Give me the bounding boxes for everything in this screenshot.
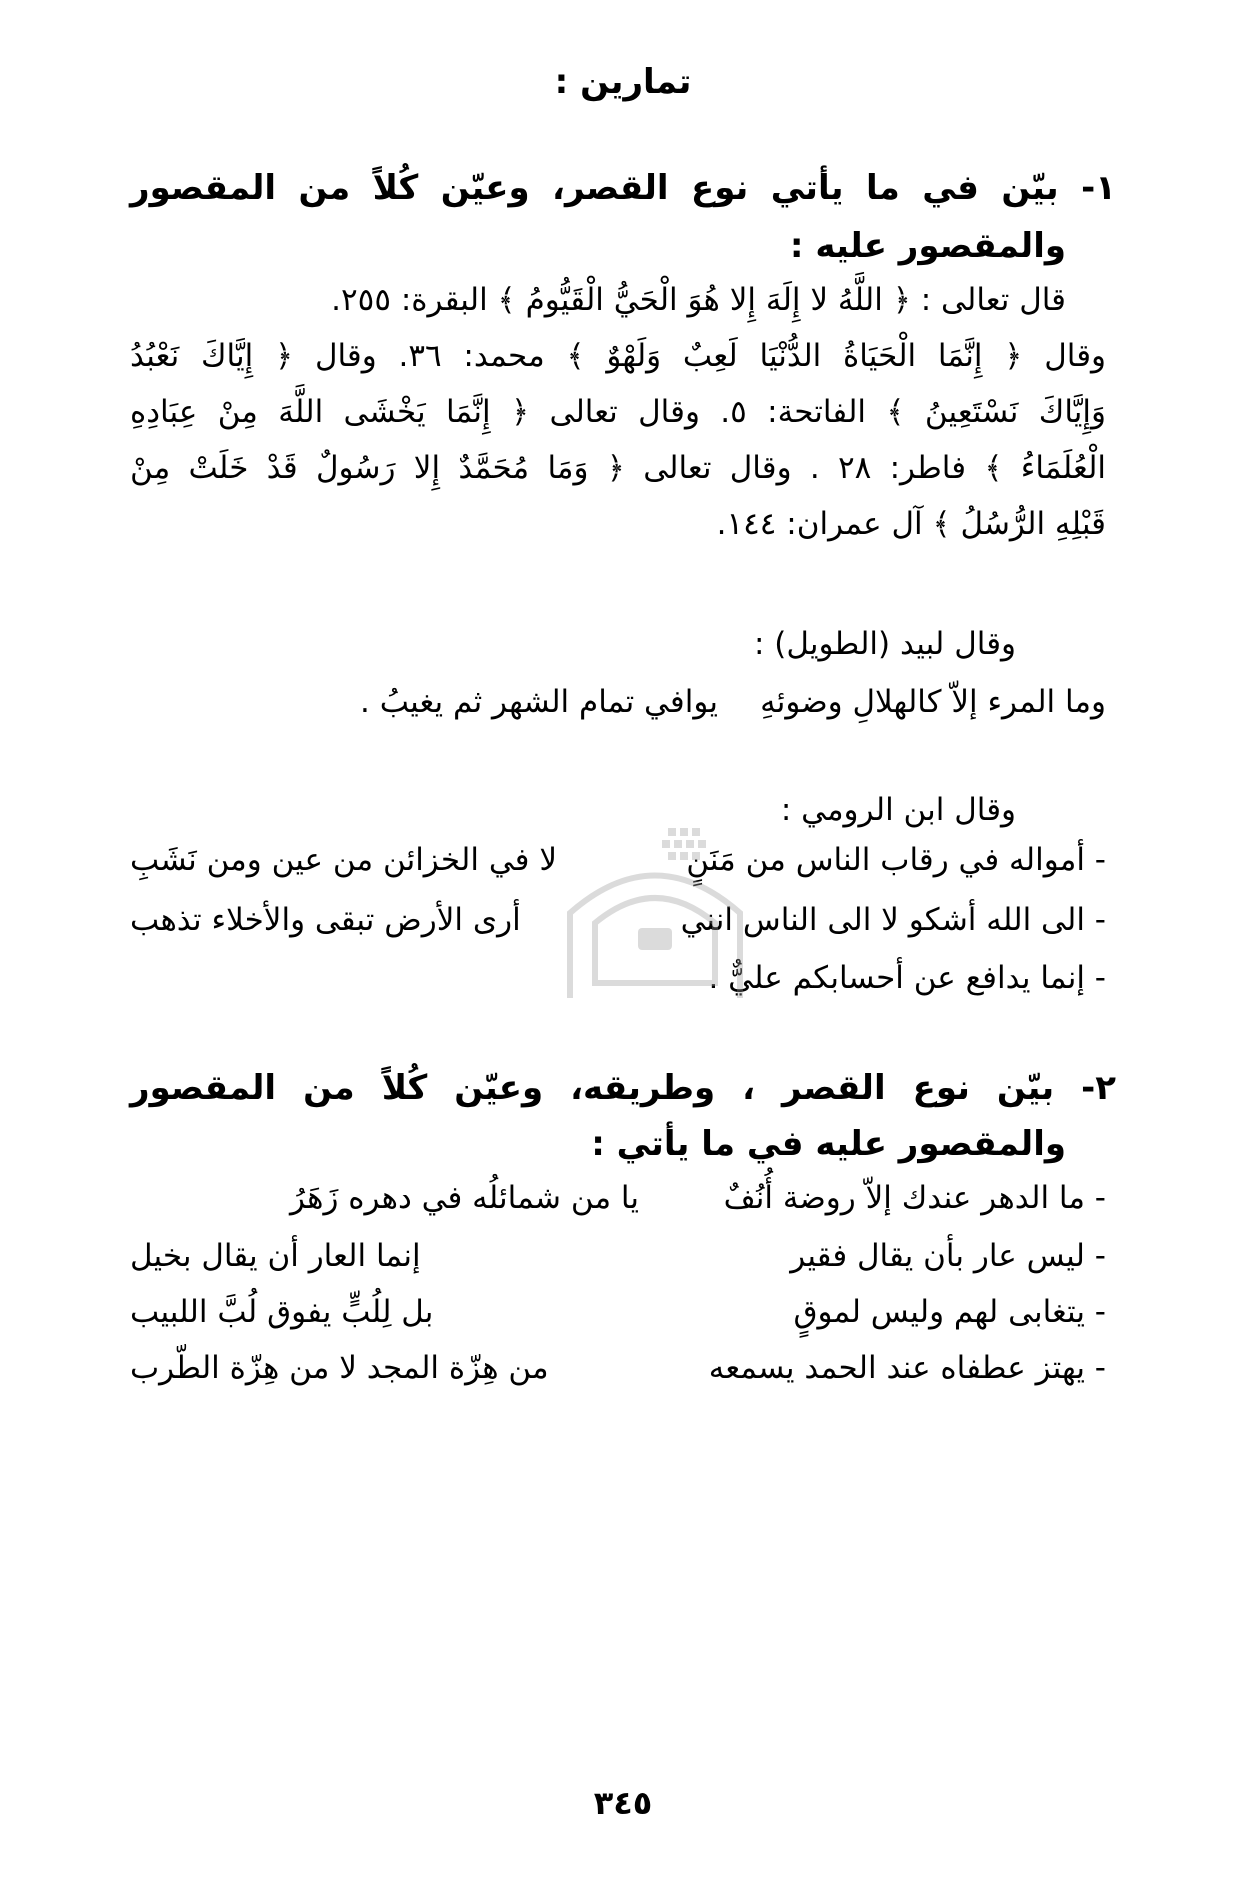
verse-second-hemistich: أرى الأرض تبقى والأخلاء تذهب [130,902,521,938]
verse-first-hemistich: - أمواله في رقاب الناس من مَنَنٍ [686,842,1106,878]
quran-line: وَإِيَّاكَ نَسْتَعِينُ ﴾ الفاتحة: ٥. وقال تعالى ﴿ إِنَّمَا يَخْشَى اللَّهَ مِنْ عِبَادِهِ [130,394,1106,430]
exercise-2-verse [130,1238,1106,1282]
quran-line: قال تعالى : ﴿ اللَّهُ لا إِلَهَ إِلا هُوَ الْحَيُّ الْقَيُّومُ ﴾ البقرة: ٢٥٥. [331,282,1066,318]
rumi-last-line: - إنما يدافع عن أحسابكم عليٌّ . [708,960,1106,996]
exercise-2-verse [130,1350,1106,1394]
page-title: تمارين : [554,62,692,102]
verse-first-hemistich: - يهتز عطفاه عند الحمد يسمعه [708,1350,1106,1386]
verse-first-hemistich: - الى الله أشكو لا الى الناس انني [680,902,1106,938]
verse-second-hemistich: يوافي تمام الشهر ثم يغيبُ . [360,684,718,720]
exercise-2-heading-continued: والمقصور عليه في ما يأتي : [591,1124,1066,1164]
labid-intro: وقال لبيد (الطويل) : [754,626,1016,662]
verse-second-hemistich: من هِزّة المجد لا من هِزّة الطّرب [130,1350,549,1386]
page-number: ٣٤٥ [593,1784,653,1822]
rumi-intro: وقال ابن الرومي : [780,792,1016,828]
exercise-2-heading: ٢- بيّن نوع القصر ، وطريقه، وعيّن كُلاً من المقصور [130,1068,1116,1108]
quran-line: قَبْلِهِ الرُّسُلُ ﴾ آل عمران: ١٤٤. [716,506,1106,542]
verse-second-hemistich: بل لِلُبٍّ يفوق لُبَّ اللبيب [130,1294,434,1330]
labid-verse [130,684,1106,728]
exercise-2-verse [130,1180,1106,1224]
verse-second-hemistich: يا من شمائلُه في دهره زَهَرُ [290,1180,639,1216]
exercise-1-heading-continued: والمقصور عليه : [789,226,1066,266]
verse-second-hemistich: إنما العار أن يقال بخيل [130,1238,421,1274]
verse-first-hemistich: وما المرء إلاّ كالهلالِ وضوئهِ [760,684,1106,720]
verse-first-hemistich: - ما الدهر عندك إلاّ روضة أُنُفٌ [723,1180,1106,1216]
mosque-seal-icon [550,818,760,1008]
quran-line: الْعُلَمَاءُ ﴾ فاطر: ٢٨ . وقال تعالى ﴿ وَمَا مُحَمَّدٌ إِلا رَسُولٌ قَدْ خَلَتْ مِنْ [130,450,1106,486]
verse-second-hemistich: لا في الخزائن من عين ومن نَشَبِ [130,842,558,878]
exercise-2-verse [130,1294,1106,1338]
quran-line: وقال ﴿ إِنَّمَا الْحَيَاةُ الدُّنْيَا لَعِبٌ وَلَهْوٌ ﴾ محمد: ٣٦. وقال ﴿ إِيَّاكَ نَعْبُدُ [130,338,1106,374]
exercise-1-heading: ١- بيّن في ما يأتي نوع القصر، وعيّن كُلاً من المقصور [130,168,1116,208]
verse-first-hemistich: - يتغابى لهم وليس لموقٍ [793,1294,1106,1330]
verse-first-hemistich: - ليس عار بأن يقال فقير [790,1238,1106,1274]
